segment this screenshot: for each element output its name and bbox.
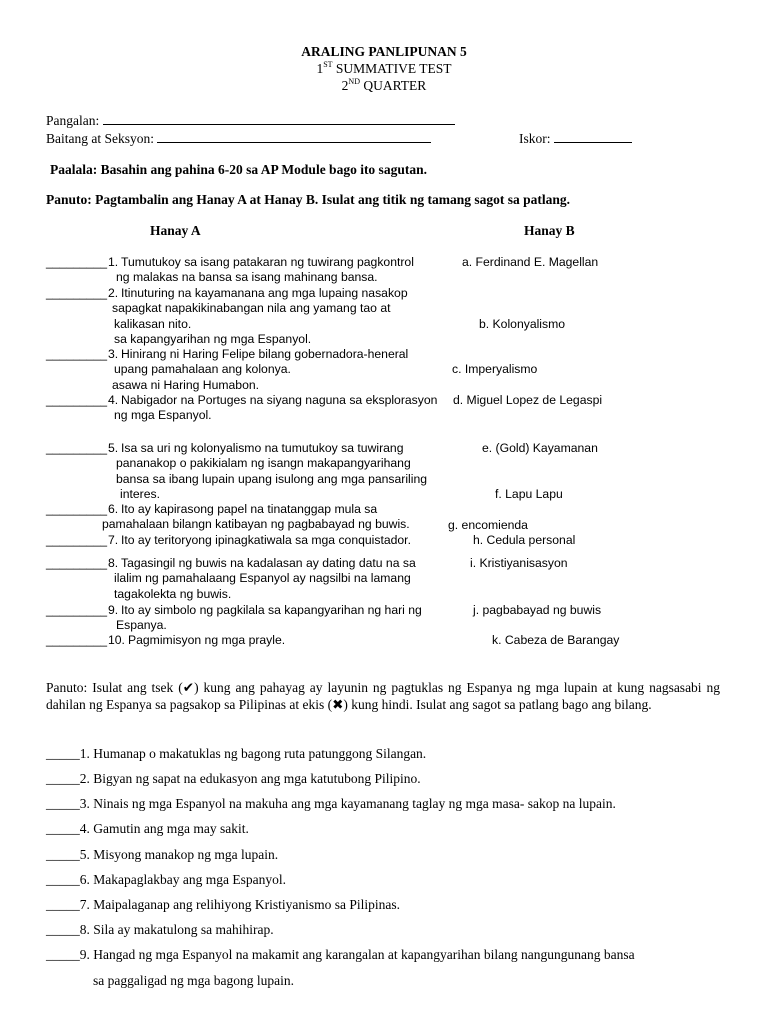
checklist-item [46,796,616,812]
matching-item-number: 6. [108,502,119,516]
answer-blank[interactable]: _________ [46,502,108,516]
checklist-item-number: 3. [79,796,90,811]
answer-blank[interactable]: _________ [46,533,108,547]
matching-item-number: 1. [108,255,119,269]
matching-item-number: 8. [108,556,119,570]
matching-item-text: Pagmimisyon ng mga prayle. [128,633,286,647]
checklist-item-text: Humanap o makatuklas ng bagong ruta patunggong Silangan. [93,746,427,761]
matching-item-text: kalikasan nito. [114,316,192,331]
matching-item-text: Espanya. [116,618,167,633]
checklist-item-text: Hangad ng mga Espanyol na makamit ang karangalan at kapangyarihan bilang nangungunang bansa [93,947,635,962]
column-b-header: Hanay B [524,223,575,238]
checklist-item-text: Misyong manakop ng mga lupain. [93,847,279,862]
matching-item-text: Tagasingil ng buwis na kadalasan ay dating datu na sa [121,556,416,570]
answer-blank[interactable]: _________ [46,603,108,617]
checklist-item-number: 6. [79,872,90,887]
checklist-item [46,821,249,837]
name-blank[interactable] [103,112,455,125]
checklist-item-number: 5. [79,847,90,862]
matching-item-text: Ito ay teritoryong ipinagkatiwala sa mga conquistador. [121,533,411,547]
checklist-item-number: 7. [79,897,90,912]
checklist-item [46,746,426,762]
answer-blank[interactable]: _________ [46,286,108,300]
answer-blank[interactable]: _____ [46,897,80,912]
matching-choice: i. Kristiyanisasyon [470,556,568,570]
answer-blank[interactable]: _____ [46,847,80,862]
matching-choice: f. Lapu Lapu [495,487,563,501]
answer-blank[interactable]: _________ [46,393,108,407]
checklist-item-number: 8. [79,922,90,937]
matching-choice: a. Ferdinand E. Magellan [462,255,599,269]
test-title: ARALING PANLIPUNAN 5 [301,44,467,59]
matching-item-text: pananakop o pakikialam ng isangn makapangyarihang [116,456,411,471]
matching-choice: h. Cedula personal [473,533,576,547]
score-label: Iskor: [519,131,551,146]
matching-choice: e. (Gold) Kayamanan [482,441,598,455]
matching-item-text: interes. [120,486,160,501]
checklist-item-text: Bigyan ng sapat na edukasyon ang mga katutubong Pilipino. [93,771,421,786]
name-field [46,112,455,129]
check-icon: ✔ [182,680,195,695]
matching-item-number: 5. [108,441,119,455]
matching-item-number: 2. [108,286,119,300]
answer-blank[interactable]: _____ [46,796,80,811]
matching-choice: g. encomienda [448,518,528,532]
answer-blank[interactable]: _____ [46,872,80,887]
checklist-item [46,847,278,863]
checklist-item-text: sa paggaligad ng mga bagong lupain. [93,973,294,988]
checklist-item-number: 4. [79,821,90,836]
score-blank[interactable] [554,130,632,143]
matching-item-text: Ito ay simbolo ng pagkilala sa kapangyarihan ng hari ng [121,603,422,617]
matching-item-text: Isa sa uri ng kolonyalismo na tumutukoy sa tuwirang [121,441,404,455]
checklist-item [46,897,400,913]
matching-item-text: pamahalaan bilangn katibayan ng pagbabayad ng buwis. [102,517,410,532]
name-label: Pangalan: [46,113,100,128]
matching-item-text: Nabigador na Portuges na siyang naguna sa eksplorasyon [121,393,438,407]
matching-choice: c. Imperyalismo [452,362,538,376]
matching-choice: b. Kolonyalismo [479,317,566,331]
matching-choice: d. Miguel Lopez de Legaspi [453,393,603,407]
matching-item-number: 10. [108,633,125,647]
score-field [519,130,632,147]
checklist-item-text: Ninais ng mga Espanyol na makuha ang mga kayamanang taglay ng mga masa- sakop na lupain. [93,796,616,811]
checklist-item-text: Maipalaganap ang relihiyong Kristiyanismo sa Pilipinas. [93,897,400,912]
test-type: 1ST SUMMATIVE TEST [316,60,452,76]
answer-blank[interactable]: _________ [46,556,108,570]
matching-item-text: tagakolekta ng buwis. [114,586,232,601]
answer-blank[interactable]: _____ [46,746,80,761]
matching-item-text: upang pamahalaan ang kolonya. [114,362,291,377]
checklist-item-text: Makapaglakbay ang mga Espanyol. [93,872,286,887]
checklist-item-number: 2. [79,771,90,786]
checklist-item [46,947,635,963]
matching-item-text: bansa sa ibang lupain upang isulong ang mga pansariling [116,471,428,486]
matching-item-text: Hinirang ni Haring Felipe bilang gobernadora-heneral [121,347,409,361]
checklist-item [46,771,421,787]
answer-blank[interactable]: _____ [46,821,80,836]
cross-icon: ✖ [332,697,344,712]
matching-item-number: 7. [108,533,119,547]
checklist-item-number: 1. [79,746,90,761]
answer-blank[interactable]: _____ [46,947,80,962]
checklist-item [46,922,274,938]
matching-item-number: 3. [108,347,119,361]
answer-blank[interactable]: _________ [46,441,108,455]
matching-item-text: Itinuturing na kayamanana ang mga lupaing nasakop [121,286,408,300]
answer-blank[interactable]: _____ [46,771,80,786]
matching-item-text: asawa ni Haring Humabon. [112,377,260,392]
matching-choice: j. pagbabayad ng buwis [473,603,602,617]
matching-item-text: ilalim ng pamahalaang Espanyol ay nagsilbi na lamang [114,571,411,586]
matching-item-text: sa kapangyarihan ng mga Espanyol. [114,331,312,346]
test-quarter: 2ND QUARTER [341,77,427,93]
checklist-item [46,872,286,888]
matching-item-number: 9. [108,603,119,617]
section-blank[interactable] [157,130,431,143]
checklist-item-text: Sila ay makatulong sa mahihirap. [93,922,274,937]
matching-item-number: 4. [108,393,119,407]
instruction-check: Panuto: Isulat ang tsek (✔) kung ang pahayag ay layunin ng pagtuklas ng Espanya ng mga lupain at kung nagsasabi ng dahilan ng Espanya sa pagsakop sa Pilipinas at ekis (✖) kung hindi. Isulat ang sagot sa patlang bago ang bilang. [46,680,720,712]
reminder-note: Paalala: Basahin ang pahina 6-20 sa AP Module bago ito sagutan. [50,162,427,177]
matching-item-text: Tumutukoy sa isang patakaran ng tuwirang pagkontrol [121,255,414,269]
answer-blank[interactable]: _________ [46,347,108,361]
matching-item-text: Ito ay kapirasong papel na tinatanggap mula sa [121,502,378,516]
answer-blank[interactable]: _________ [46,633,108,647]
section-field [46,130,431,147]
checklist-item-text: Gamutin ang mga may sakit. [93,821,249,836]
section-label: Baitang at Seksyon: [46,131,154,146]
answer-blank[interactable]: _________ [46,255,108,269]
matching-item-text: ng malakas na bansa sa isang mahinang bansa. [116,270,378,285]
checklist-item-number: 9. [79,947,90,962]
instruction-matching: Panuto: Pagtambalin ang Hanay A at Hanay B. Isulat ang titik ng tamang sagot sa patlang. [46,192,570,207]
column-a-header: Hanay A [150,223,201,238]
matching-item-text: sapagkat napakikinabangan nila ang yamang tao at [112,301,391,316]
answer-blank[interactable]: _____ [46,922,80,937]
matching-item-text: ng mga Espanyol. [114,408,212,423]
matching-choice: k. Cabeza de Barangay [492,633,620,647]
